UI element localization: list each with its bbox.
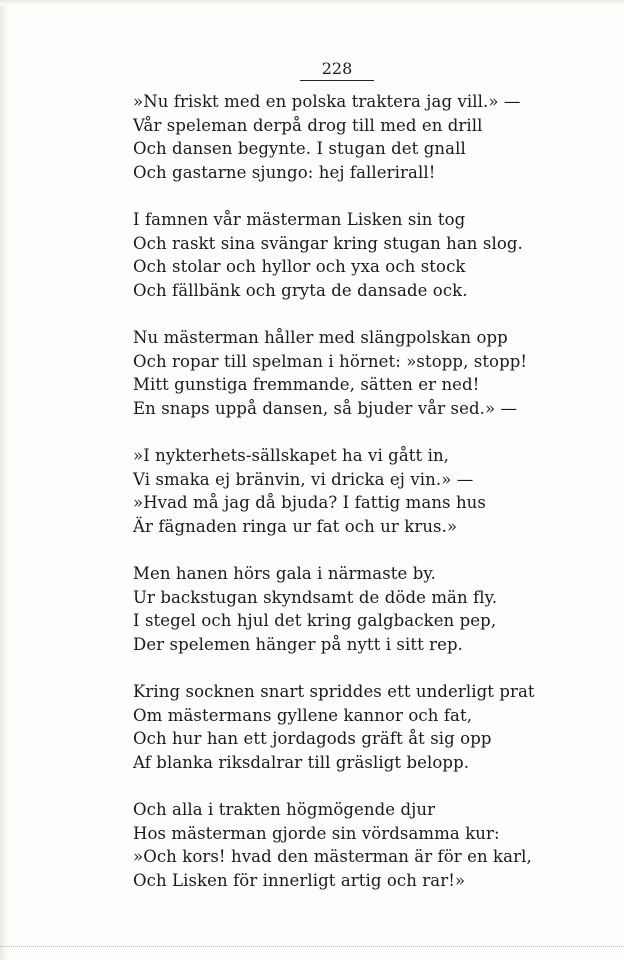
page-edge-left [0,0,8,960]
poem-line: Och raskt sina svängar kring stugan han slog. [133,233,523,253]
poem-line: Och fällbänk och gryta de dansade ock. [133,280,468,300]
poem-line: Nu mästerman håller med slängpolskan opp [133,328,508,347]
poem-line: Och gastarne sjungo: hej fallerirall! [133,162,436,182]
poem-line: Kring socknen snart spriddes ett underligt prat [133,682,535,701]
stanza-4 [133,444,533,562]
stanza-3 [133,326,533,444]
stanza-6 [133,680,533,798]
poem-line: Om mästermans gyllene kannor och fat, [133,705,473,725]
poem-line: Mitt gunstiga fremmande, sätten er ned! [133,375,480,394]
poem-line: Men hanen hörs gala i närmaste by. [133,564,436,583]
poem-line: I stegel och hjul det kring galgbacken pep, [133,611,497,630]
poem-line: »I nykterhets-sällskapet ha vi gått in, [133,446,450,465]
page-edge-top [0,0,624,6]
stanza-1 [133,90,533,208]
page-number: 228 [321,59,353,78]
poem-line: En snaps uppå dansen, så bjuder vår sed.» — [133,398,518,418]
poem-line: I famnen vår mästerman Lisken sin tog [133,210,466,229]
page-number-rule [300,80,374,81]
poem-line: Och dansen begynte. I stugan det gnall [133,139,466,158]
poem-line: Är fägnaden ringa ur fat och ur krus.» [133,516,458,536]
poem-line: »Nu friskt med en polska traktera jag vill.» — [133,92,521,111]
poem-line: Vår speleman derpå drog till med en drill [133,115,483,135]
poem [133,90,533,892]
poem-line: »Hvad må jag då bjuda? I fattig mans hus [133,493,486,512]
poem-line: Hos mästerman gjorde sin vördsamma kur: [133,823,500,843]
poem-line: Och ropar till spelman i hörnet: »stopp, stopp! [133,351,528,371]
page-bottom-edge [0,946,624,947]
poem-line: Och stolar och hyllor och yxa och stock [133,257,466,276]
poem-line: Vi smaka ej bränvin, vi dricka ej vin.» — [133,469,474,489]
poem-line: Af blanka riksdalrar till gräsligt belopp. [133,752,470,772]
stanza-2 [133,208,533,326]
poem-line: Och Lisken för innerligt artig och rar!» [133,870,466,890]
poem-line: Och alla i trakten högmögende djur [133,800,436,819]
poem-line: Och hur han ett jordagods gräft åt sig opp [133,729,492,748]
poem-line: Der spelemen hänger på nytt i sitt rep. [133,634,464,654]
stanza-7 [133,798,533,892]
stanza-5 [133,562,533,680]
poem-line: Ur backstugan skyndsamt de döde män fly. [133,587,498,607]
poem-line: »Och kors! hvad den mästerman är för en karl, [133,847,532,866]
